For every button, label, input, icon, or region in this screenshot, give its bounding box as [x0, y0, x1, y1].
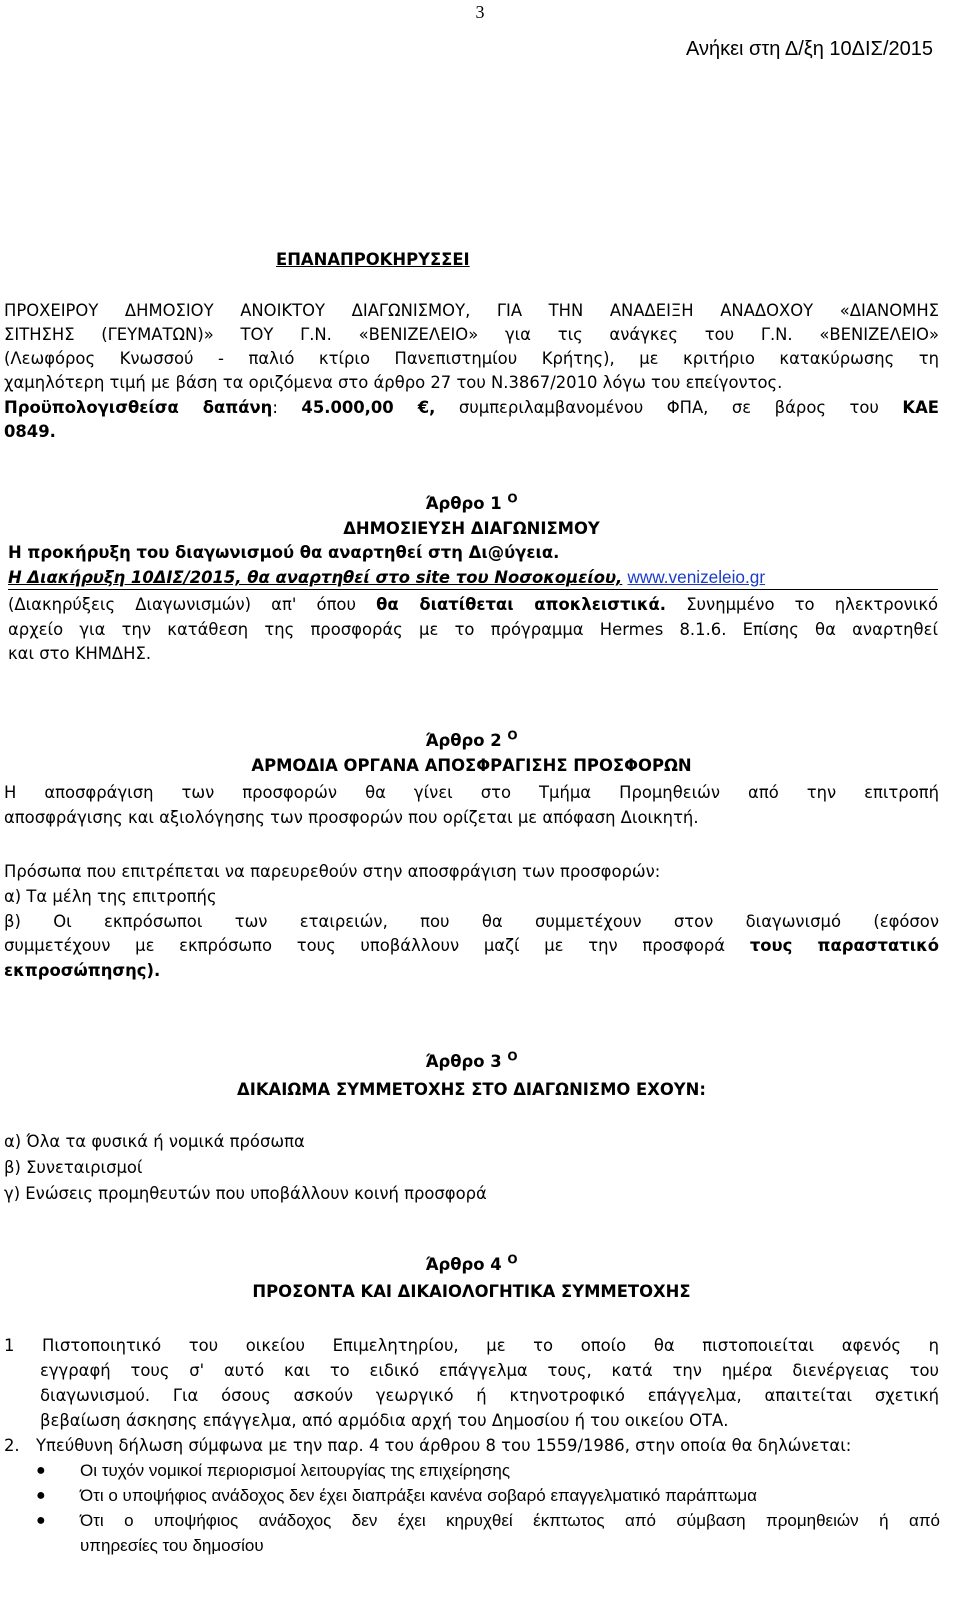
article-2-sup: Ο — [507, 728, 518, 743]
budget-amount: 45.000,00 €, — [301, 398, 436, 417]
budget-rest: συμπεριλαμβανομένου ΦΠΑ, σε βάρος του — [458, 398, 879, 417]
article-4-item-1-line-4: βεβαίωση άσκησης επάγγελμα, από αρμόδια αρχή του Δημοσίου ή του οικείου ΟΤΑ. — [40, 1411, 729, 1430]
budget-line — [4, 397, 939, 419]
intro-line-3: (Λεωφόρος Κνωσσού - παλιό κτίριο Πανεπιστημίου Κρήτης), με κριτήριο κατακύρωσης τη — [4, 349, 939, 368]
budget-label: Προϋπολογισθείσα δαπάνη — [4, 398, 273, 417]
kae-code: 0849. — [4, 422, 56, 441]
divider-line — [8, 589, 938, 590]
article-4-heading-text: Άρθρο 4 — [425, 1255, 502, 1274]
article-1-line-2 — [8, 566, 943, 589]
bullet-text: Ότι ο υποψήφιος ανάδοχος δεν έχει διαπράξει κανένα σοβαρό επαγγελματικό παράπτωμα — [80, 1486, 757, 1505]
article-1-heading — [4, 493, 939, 515]
article-4-item-1-line-3: διαγωνισμού. Για όσους ασκούν γεωργικό ή κτηνοτροφικό επάγγελμα, απαιτείται σχετική — [40, 1386, 939, 1405]
article-3-item-b: β) Συνεταιρισμοί — [4, 1158, 143, 1177]
list-item — [36, 1510, 940, 1532]
article-4-item-2-num: 2. — [4, 1436, 20, 1455]
article-4-item-2-text: Υπεύθυνη δήλωση σύμφωνα με την παρ. 4 του άρθρου 8 του 1559/1986, στην οποία θα δηλώνεται: — [36, 1436, 852, 1455]
intro-line-1: ΠΡΟΧΕΙΡΟΥ ΔΗΜΟΣΙΟΥ ΑΝΟΙΚΤΟΥ ΔΙΑΓΩΝΙΣΜΟΥ, ΓΙΑ ΤΗΝ ΑΝΑΔΕΙΞΗ ΑΝΑΔΟΧΟΥ «ΔΙΑΝΟΜΗΣ — [4, 301, 939, 320]
article-2-item-a: α) Τα μέλη της επιτροπής — [4, 887, 217, 906]
article-1-line-2-text: Η Διακήρυξη 10ΔΙΣ/2015, θα αναρτηθεί στο site του Νοσοκομείου, — [8, 568, 623, 587]
article-1-sup: Ο — [507, 491, 518, 506]
kae-label: ΚΑΕ — [902, 398, 940, 417]
bullet-icon: ● — [36, 1512, 46, 1529]
article-2-line-1: Η αποσφράγιση των προσφορών θα γίνει στο Τμήμα Προμηθειών από την επιτροπή — [4, 783, 939, 802]
budget-colon: : — [272, 398, 278, 417]
intro-line-2: ΣΙΤΗΣΗΣ (ΓΕΥΜΑΤΩΝ)» ΤΟΥ Γ.Ν. «ΒΕΝΙΖΕΛΕΙΟ» για τις ανάγκες του Γ.Ν. «ΒΕΝΙΖΕΛΕΙΟ» — [4, 325, 939, 344]
article-1-line-3-a: (Διακηρύξεις Διαγωνισμών) απ' όπου — [8, 595, 356, 614]
article-2-item-b-2-b: τους παραστατικό — [749, 936, 939, 955]
bullet-text: Οι τυχόν νομικοί περιορισμοί λειτουργίας της επιχείρησης — [80, 1461, 511, 1480]
article-3-item-a: α) Όλα τα φυσικά ή νομικά πρόσωπα — [4, 1132, 305, 1151]
document-title: ΕΠΑΝΑΠΡΟΚΗΡΥΣΣΕΙ — [276, 250, 470, 269]
article-3-item-c: γ) Ενώσεις προμηθευτών που υποβάλλουν κοινή προσφορά — [4, 1184, 487, 1203]
article-3-sup: Ο — [507, 1049, 518, 1064]
article-4-subtitle: ΠΡΟΣΟΝΤΑ ΚΑΙ ΔΙΚΑΙΟΛΟΓΗΤΙΚΑ ΣΥΜΜΕΤΟΧΗΣ — [252, 1282, 691, 1301]
article-3-heading-text: Άρθρο 3 — [425, 1052, 502, 1071]
document-reference: Ανήκει στη Δ/ξη 10ΔΙΣ/2015 — [686, 38, 933, 60]
article-2-item-b-2 — [4, 935, 939, 957]
bullet-text: Ότι ο υποψήφιος ανάδοχος δεν έχει κηρυχθεί έκπτωτος από σύμβαση προμηθειών ή από — [80, 1511, 940, 1530]
intro-line-4: χαμηλότερη τιμή με βάση τα οριζόμενα στο άρθρο 27 του Ν.3867/2010 λόγω του επείγοντος. — [4, 373, 783, 392]
article-1-line-5: και στο ΚΗΜΔΗΣ. — [8, 644, 152, 663]
page-number: 3 — [475, 2, 485, 22]
list-item-continuation — [80, 1535, 940, 1557]
bullet-text: υπηρεσίες του δημοσίου — [80, 1536, 264, 1555]
article-2-heading — [4, 730, 939, 752]
list-item — [36, 1460, 940, 1482]
article-4-heading — [4, 1254, 939, 1276]
article-2-subtitle: ΑΡΜΟΔΙΑ ΟΡΓΑΝΑ ΑΠΟΣΦΡΑΓΙΣΗΣ ΠΡΟΣΦΟΡΩΝ — [251, 756, 692, 775]
article-1-subtitle: ΔΗΜΟΣΙΕΥΣΗ ΔΙΑΓΩΝΙΣΜΟΥ — [343, 519, 600, 538]
article-2-heading-text: Άρθρο 2 — [425, 731, 502, 750]
article-3-heading — [4, 1051, 939, 1073]
bullet-icon: ● — [36, 1462, 46, 1479]
article-2-item-b-2-a: συμμετέχουν με εκπρόσωπο τους υποβάλλουν μαζί με την προσφορά — [4, 936, 726, 955]
article-1-line-3-b: θα διατίθεται αποκλειστικά. — [376, 595, 667, 614]
article-4-sup: Ο — [507, 1252, 518, 1267]
article-3-subtitle: ΔΙΚΑΙΩΜΑ ΣΥΜΜΕΤΟΧΗΣ ΣΤΟ ΔΙΑΓΩΝΙΣΜΟ ΕΧΟΥΝ: — [237, 1080, 706, 1099]
article-2-line-3: Πρόσωπα που επιτρέπεται να παρευρεθούν στην αποσφράγιση των προσφορών: — [4, 862, 661, 881]
list-item — [36, 1485, 940, 1507]
article-2-line-2: αποσφράγισης και αξιολόγησης των προσφορών που ορίζεται με απόφαση Διοικητή. — [4, 808, 699, 827]
article-2-item-b-3: εκπροσώπησης). — [4, 961, 161, 980]
article-4-item-2 — [4, 1435, 939, 1457]
article-1-line-1: Η προκήρυξη του διαγωνισμού θα αναρτηθεί στη Δι@ύγεια. — [8, 543, 560, 562]
article-1-heading-text: Άρθρο 1 — [425, 494, 502, 513]
website-link[interactable]: www.venizeleio.gr — [627, 567, 766, 587]
article-1-line-3 — [8, 594, 938, 616]
article-4-item-1-line-2: εγγραφή τους σ' αυτό και το ειδικό επάγγελμα τους, κατά την ημέρα διενέργειας του — [40, 1361, 939, 1380]
article-2-item-b-1: β) Οι εκπρόσωποι των εταιρειών, που θα συμμετέχουν στον διαγωνισμό (εφόσον — [4, 912, 939, 931]
article-4-item-1-line-1: 1 Πιστοποιητικό του οικείου Επιμελητηρίου, με το οποίο θα πιστοποιείται αφενός η — [4, 1336, 939, 1355]
bullet-icon: ● — [36, 1487, 46, 1504]
article-1-line-4: αρχείο για την κατάθεση της προσφοράς με το πρόγραμμα Hermes 8.1.6. Επίσης θα αναρτηθεί — [8, 620, 938, 639]
article-1-line-3-c: Συνημμένο το ηλεκτρονικό — [686, 595, 939, 614]
